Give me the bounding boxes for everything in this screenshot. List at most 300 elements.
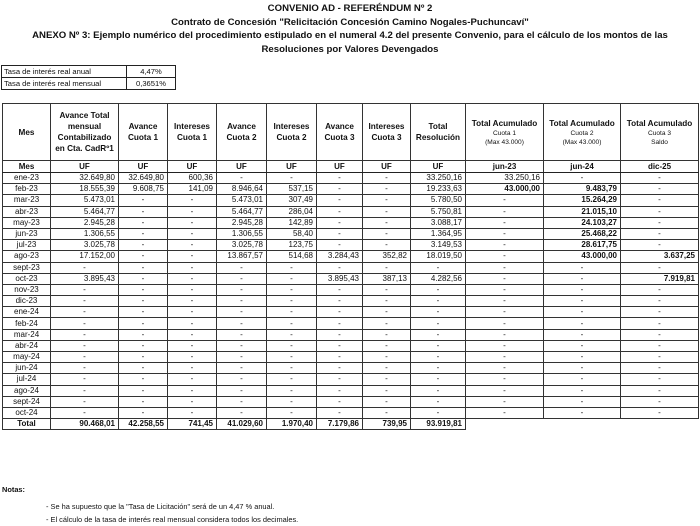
table-row — [3, 262, 699, 273]
value-cell: - — [267, 318, 317, 329]
table-row — [3, 184, 699, 195]
table-row — [3, 217, 699, 228]
table-row — [3, 407, 699, 418]
table-row — [3, 363, 699, 374]
value-cell: - — [317, 195, 363, 206]
note-item: - El cálculo de la tasa de interés real mensual considera todos los decimales. — [46, 515, 299, 524]
value-cell: - — [544, 173, 621, 184]
rate-row-monthly — [2, 78, 176, 90]
value-cell: 3.088,17 — [411, 217, 466, 228]
month-cell: mar-23 — [3, 195, 51, 206]
value-cell: - — [267, 262, 317, 273]
value-cell: 5.473,01 — [217, 195, 267, 206]
value-cell: - — [217, 352, 267, 363]
total-value: 7.179,86 — [317, 419, 363, 430]
value-cell: - — [466, 296, 544, 307]
month-cell: ago-23 — [3, 251, 51, 262]
value-cell: - — [317, 407, 363, 418]
value-cell: - — [411, 385, 466, 396]
value-cell: 18.555,39 — [51, 184, 119, 195]
value-cell: - — [168, 340, 217, 351]
value-cell: - — [411, 307, 466, 318]
column-header — [317, 104, 363, 161]
value-cell: - — [544, 340, 621, 351]
column-header — [411, 104, 466, 161]
value-cell: - — [317, 240, 363, 251]
value-cell: - — [317, 340, 363, 351]
value-cell: - — [168, 352, 217, 363]
month-cell: ene-24 — [3, 307, 51, 318]
value-cell: - — [267, 385, 317, 396]
value-cell: 15.264,29 — [544, 195, 621, 206]
column-title: Avance Cuota 2 — [226, 122, 257, 142]
value-cell: - — [51, 352, 119, 363]
value-cell: - — [411, 284, 466, 295]
interest-rate-table — [1, 65, 176, 90]
total-value: 741,45 — [168, 419, 217, 430]
month-cell: oct-23 — [3, 273, 51, 284]
value-cell: - — [51, 262, 119, 273]
value-cell: - — [51, 329, 119, 340]
month-cell: nov-23 — [3, 284, 51, 295]
value-cell: 5.464,77 — [51, 206, 119, 217]
value-cell: - — [621, 184, 699, 195]
total-label: Total — [3, 419, 51, 430]
value-cell: - — [544, 307, 621, 318]
value-cell: - — [363, 184, 411, 195]
value-cell: - — [119, 251, 168, 262]
value-cell: - — [621, 240, 699, 251]
value-cell: - — [544, 329, 621, 340]
value-cell: - — [363, 284, 411, 295]
value-cell: - — [119, 206, 168, 217]
month-cell: abr-24 — [3, 340, 51, 351]
column-header — [544, 104, 621, 161]
column-header — [217, 104, 267, 161]
value-cell: - — [363, 206, 411, 217]
value-cell: - — [119, 363, 168, 374]
column-subtitle: Cuota 2 — [570, 129, 594, 137]
month-cell: may-23 — [3, 217, 51, 228]
value-cell: - — [217, 307, 267, 318]
value-cell: - — [119, 329, 168, 340]
rate-value: 4,47% — [127, 66, 176, 78]
column-title: Total Acumulado — [471, 118, 538, 128]
value-cell: - — [466, 195, 544, 206]
value-cell: - — [466, 385, 544, 396]
value-cell: - — [544, 296, 621, 307]
value-cell: - — [466, 396, 544, 407]
value-cell: - — [466, 240, 544, 251]
value-cell: - — [621, 318, 699, 329]
value-cell: - — [51, 407, 119, 418]
value-cell: 25.468,22 — [544, 228, 621, 239]
value-cell: - — [466, 206, 544, 217]
unit-header: UF — [317, 161, 363, 173]
value-cell: - — [317, 329, 363, 340]
unit-header: jun-23 — [466, 161, 544, 173]
value-cell: 2.945,28 — [51, 217, 119, 228]
value-cell: - — [411, 296, 466, 307]
table-row — [3, 318, 699, 329]
value-cell: - — [168, 251, 217, 262]
month-cell: sept-24 — [3, 396, 51, 407]
value-cell: - — [363, 307, 411, 318]
value-cell: - — [51, 318, 119, 329]
value-cell: - — [363, 217, 411, 228]
value-cell: - — [621, 374, 699, 385]
value-cell: 43.000,00 — [466, 184, 544, 195]
value-cell: 33.250,16 — [466, 173, 544, 184]
value-cell: - — [51, 340, 119, 351]
value-cell: - — [363, 352, 411, 363]
column-title: Total Acumulado — [549, 118, 615, 128]
value-cell: - — [317, 296, 363, 307]
value-cell: - — [411, 262, 466, 273]
value-cell: - — [363, 407, 411, 418]
note-item: - Se ha supuesto que la "Tasa de Licitación" será de un 4,47 % anual. — [46, 502, 275, 511]
value-cell: - — [363, 262, 411, 273]
value-cell: 123,75 — [267, 240, 317, 251]
column-header — [621, 104, 699, 161]
value-cell: - — [119, 228, 168, 239]
value-cell: - — [168, 273, 217, 284]
table-body — [3, 173, 699, 430]
value-cell: - — [544, 284, 621, 295]
value-cell: - — [317, 374, 363, 385]
value-cell: - — [411, 340, 466, 351]
total-row — [3, 419, 699, 430]
table-row — [3, 307, 699, 318]
value-cell: - — [217, 374, 267, 385]
value-cell: 58,40 — [267, 228, 317, 239]
value-cell: - — [363, 396, 411, 407]
value-cell: - — [168, 195, 217, 206]
value-cell: - — [119, 385, 168, 396]
value-cell: 17.152,00 — [51, 251, 119, 262]
table-row — [3, 340, 699, 351]
value-cell: - — [217, 385, 267, 396]
value-cell: - — [217, 296, 267, 307]
value-cell: 8.946,64 — [217, 184, 267, 195]
value-cell: - — [466, 374, 544, 385]
value-cell: - — [119, 352, 168, 363]
value-cell: 5.750,81 — [411, 206, 466, 217]
value-cell: - — [119, 296, 168, 307]
column-subtitle-2: (Max 43.000) — [485, 138, 524, 146]
value-cell: - — [466, 352, 544, 363]
value-cell: - — [168, 318, 217, 329]
value-cell: 537,15 — [267, 184, 317, 195]
column-header — [168, 104, 217, 161]
month-cell: jun-24 — [3, 363, 51, 374]
month-cell: jun-23 — [3, 228, 51, 239]
value-cell: - — [217, 284, 267, 295]
value-cell: - — [621, 195, 699, 206]
value-cell: - — [168, 329, 217, 340]
value-cell: - — [621, 385, 699, 396]
value-cell: - — [621, 262, 699, 273]
value-cell: - — [544, 396, 621, 407]
value-cell: - — [119, 217, 168, 228]
value-cell: - — [411, 363, 466, 374]
value-cell: 32.649,80 — [119, 173, 168, 184]
value-cell: - — [168, 407, 217, 418]
value-cell: - — [168, 240, 217, 251]
value-cell: - — [168, 284, 217, 295]
value-cell: - — [544, 262, 621, 273]
month-cell: sept-23 — [3, 262, 51, 273]
value-cell: - — [621, 307, 699, 318]
value-cell: 3.149,53 — [411, 240, 466, 251]
column-title: Intereses Cuota 1 — [174, 122, 210, 142]
empty-cell — [621, 419, 699, 430]
value-cell: 13.867,57 — [217, 251, 267, 262]
value-cell: 3.895,43 — [51, 273, 119, 284]
column-title: Avance Total mensual Contabilizado en Cta. CadRº1 — [55, 111, 114, 153]
value-cell: - — [466, 307, 544, 318]
value-cell: - — [168, 363, 217, 374]
value-cell: - — [621, 363, 699, 374]
value-cell: - — [51, 396, 119, 407]
value-cell: - — [466, 318, 544, 329]
notes-heading: Notas: — [2, 485, 25, 494]
value-cell: - — [363, 240, 411, 251]
column-header — [119, 104, 168, 161]
value-cell: - — [317, 184, 363, 195]
column-subtitle: Cuota 3 — [647, 129, 672, 137]
title-line-3: ANEXO Nº 3: Ejemplo numérico del procedimiento estipulado en el numeral 4.2 del presente Convenio, para el cálculo de los montos de las Resoluciones por Valores Devengados — [32, 30, 668, 55]
empty-cell — [466, 419, 544, 430]
table-row — [3, 251, 699, 262]
unit-header: jun-24 — [544, 161, 621, 173]
value-cell: 5.464,77 — [217, 206, 267, 217]
value-cell: - — [544, 363, 621, 374]
value-cell: - — [411, 352, 466, 363]
value-cell: - — [544, 273, 621, 284]
value-cell: - — [168, 206, 217, 217]
value-cell: - — [217, 329, 267, 340]
value-cell: - — [51, 363, 119, 374]
value-cell: 4.282,56 — [411, 273, 466, 284]
month-cell: dic-23 — [3, 296, 51, 307]
value-cell: - — [168, 262, 217, 273]
value-cell: - — [267, 173, 317, 184]
value-cell: - — [217, 273, 267, 284]
value-cell: - — [363, 296, 411, 307]
value-cell: - — [267, 273, 317, 284]
column-title: Avance Cuota 1 — [127, 122, 159, 142]
month-cell: oct-24 — [3, 407, 51, 418]
value-cell: - — [621, 352, 699, 363]
month-cell: may-24 — [3, 352, 51, 363]
value-cell: 1.364,95 — [411, 228, 466, 239]
month-cell: jul-23 — [3, 240, 51, 251]
unit-header: UF — [119, 161, 168, 173]
month-cell: ene-23 — [3, 173, 51, 184]
value-cell: - — [621, 173, 699, 184]
total-value: 41.029,60 — [217, 419, 267, 430]
value-cell: - — [621, 228, 699, 239]
month-cell: abr-23 — [3, 206, 51, 217]
value-cell: - — [317, 228, 363, 239]
column-subtitle-2: (Max 43.000) — [562, 138, 602, 146]
value-cell: - — [267, 340, 317, 351]
value-cell: - — [168, 385, 217, 396]
value-cell: - — [544, 407, 621, 418]
unit-headers — [3, 161, 699, 173]
value-cell: - — [363, 173, 411, 184]
value-cell: 9.483,79 — [544, 184, 621, 195]
value-cell: 21.015,10 — [544, 206, 621, 217]
total-value: 42.258,55 — [119, 419, 168, 430]
calculation-table — [2, 103, 699, 430]
table-row — [3, 240, 699, 251]
total-value: 90.468,01 — [51, 419, 119, 430]
column-subtitle-2: Saldo — [651, 138, 668, 146]
value-cell: - — [119, 340, 168, 351]
value-cell: - — [317, 206, 363, 217]
value-cell: - — [119, 284, 168, 295]
document-header — [0, 2, 700, 56]
value-cell: - — [317, 318, 363, 329]
value-cell: - — [621, 407, 699, 418]
rate-row-annual — [2, 66, 176, 78]
value-cell: - — [466, 363, 544, 374]
month-cell: feb-24 — [3, 318, 51, 329]
value-cell: 286,04 — [267, 206, 317, 217]
value-cell: - — [544, 318, 621, 329]
value-cell: - — [51, 284, 119, 295]
month-cell: ago-24 — [3, 385, 51, 396]
value-cell: - — [217, 363, 267, 374]
value-cell: - — [317, 396, 363, 407]
value-cell: - — [217, 407, 267, 418]
title-line-2: Contrato de Concesión "Relicitación Concesión Camino Nogales-Puchuncaví" — [171, 16, 529, 28]
table-row — [3, 173, 699, 184]
value-cell: - — [466, 273, 544, 284]
value-cell: - — [621, 296, 699, 307]
value-cell: 387,13 — [363, 273, 411, 284]
value-cell: 1.306,55 — [217, 228, 267, 239]
value-cell: - — [51, 385, 119, 396]
table-row — [3, 228, 699, 239]
table-row — [3, 352, 699, 363]
value-cell: - — [621, 329, 699, 340]
value-cell: - — [267, 284, 317, 295]
table-row — [3, 296, 699, 307]
value-cell: - — [363, 318, 411, 329]
value-cell: - — [466, 284, 544, 295]
total-value: 1.970,40 — [267, 419, 317, 430]
value-cell: 19.233,63 — [411, 184, 466, 195]
value-cell: 307,49 — [267, 195, 317, 206]
value-cell: 28.617,75 — [544, 240, 621, 251]
value-cell: - — [317, 307, 363, 318]
value-cell: - — [621, 217, 699, 228]
value-cell: - — [363, 363, 411, 374]
unit-header: UF — [411, 161, 466, 173]
value-cell: - — [267, 307, 317, 318]
table-row — [3, 385, 699, 396]
value-cell: - — [168, 296, 217, 307]
value-cell: - — [267, 407, 317, 418]
value-cell: - — [119, 195, 168, 206]
value-cell: - — [621, 206, 699, 217]
value-cell: 2.945,28 — [217, 217, 267, 228]
value-cell: 3.025,78 — [217, 240, 267, 251]
value-cell: - — [51, 374, 119, 385]
value-cell: - — [544, 374, 621, 385]
value-cell: - — [363, 228, 411, 239]
unit-header: UF — [51, 161, 119, 173]
value-cell: 7.919,81 — [621, 273, 699, 284]
unit-header: UF — [168, 161, 217, 173]
value-cell: - — [363, 374, 411, 385]
value-cell: - — [411, 329, 466, 340]
rate-label: Tasa de interés real mensual — [2, 78, 127, 90]
value-cell: 3.284,43 — [317, 251, 363, 262]
value-cell: 141,09 — [168, 184, 217, 195]
unit-header: UF — [217, 161, 267, 173]
value-cell: - — [51, 296, 119, 307]
value-cell: - — [317, 363, 363, 374]
value-cell: - — [621, 284, 699, 295]
value-cell: - — [168, 374, 217, 385]
value-cell: - — [411, 374, 466, 385]
value-cell: - — [119, 262, 168, 273]
value-cell: - — [411, 407, 466, 418]
unit-header: UF — [363, 161, 411, 173]
value-cell: - — [317, 385, 363, 396]
table-row — [3, 374, 699, 385]
value-cell: - — [217, 318, 267, 329]
table-row — [3, 284, 699, 295]
value-cell: - — [466, 262, 544, 273]
value-cell: - — [317, 173, 363, 184]
value-cell: - — [411, 396, 466, 407]
value-cell: - — [267, 396, 317, 407]
table-row — [3, 396, 699, 407]
column-header — [466, 104, 544, 161]
value-cell: - — [267, 329, 317, 340]
value-cell: - — [119, 374, 168, 385]
notes-section — [2, 485, 298, 526]
value-cell: - — [466, 217, 544, 228]
month-cell: mar-24 — [3, 329, 51, 340]
value-cell: - — [267, 374, 317, 385]
value-cell: - — [217, 340, 267, 351]
value-cell: - — [168, 217, 217, 228]
rate-label: Tasa de interés real anual — [2, 66, 127, 78]
column-subtitle: Cuota 1 — [492, 129, 517, 137]
value-cell: 33.250,16 — [411, 173, 466, 184]
column-headers — [3, 104, 699, 161]
value-cell: - — [544, 385, 621, 396]
value-cell: - — [267, 363, 317, 374]
table-row — [3, 273, 699, 284]
value-cell: - — [466, 251, 544, 262]
value-cell: 5.780,50 — [411, 195, 466, 206]
value-cell: - — [621, 340, 699, 351]
value-cell: - — [621, 396, 699, 407]
unit-header: dic-25 — [621, 161, 699, 173]
month-cell: feb-23 — [3, 184, 51, 195]
column-title: Total Acumulado — [626, 118, 693, 128]
empty-cell — [544, 419, 621, 430]
value-cell: 5.473,01 — [51, 195, 119, 206]
value-cell: - — [119, 396, 168, 407]
